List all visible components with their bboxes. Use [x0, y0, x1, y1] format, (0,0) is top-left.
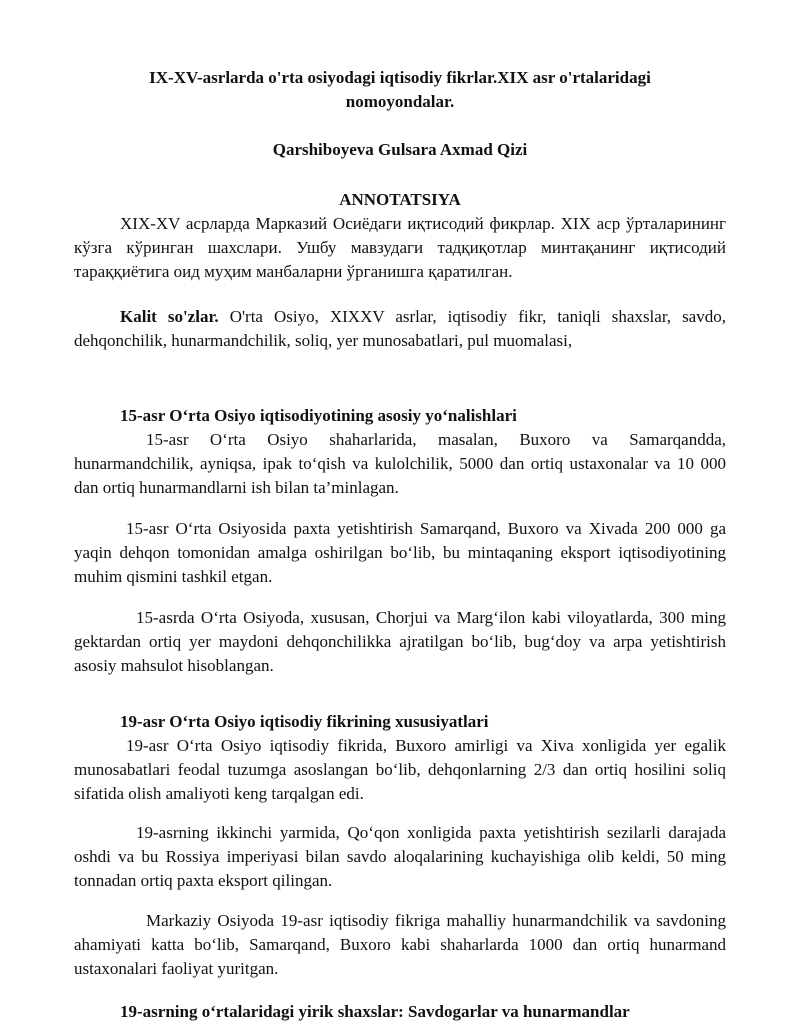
section3-heading: 19-asrning o‘rtalaridagi yirik shaxslar: Savdogarlar va hunarmandlar	[120, 1002, 630, 1021]
document-title	[74, 66, 726, 114]
title-line-2: nomoyondalar.	[345, 92, 455, 111]
annotation-heading: ANNOTATSIYA	[339, 190, 461, 209]
section2-heading: 19-asr O‘rta Osiyo iqtisodiy fikrining xususiyatlari	[120, 712, 489, 731]
section2-paragraph-1: 19-asr O‘rta Osiyo iqtisodiy fikrida, Buxoro amirligi va Xiva xonligida yer egalik munosabatlari feodal tuzumga asoslangan bo‘lib, dehqonlarning 2/3 dan ortiq hosilini soliq sifatida olish amaliyoti keng tarqalgan edi.	[74, 736, 726, 803]
keywords-label: Kalit so'zlar.	[120, 307, 219, 326]
title-line-1: IX-XV-asrlarda o'rta osiyodagi iqtisodiy fikrlar.XIX asr o'rtalaridagi	[149, 68, 651, 87]
keywords-text: O'rta Osiyo, XIXXV asrlar, iqtisodiy fikr, taniqli shaxslar, savdo, dehqonchilik, hunarmandchilik, soliq, yer munosabatlari, pul muomalasi,	[74, 307, 726, 350]
section1-paragraph-3: 15-asrda O‘rta Osiyoda, xususan, Chorjui va Marg‘ilon kabi viloyatlarda, 300 ming gektardan ortiq yer maydoni dehqonchilikka ajratilgan bo‘lib, bug‘doy va arpa yetishtirish asosiy mahsulot hisoblangan.	[74, 608, 726, 675]
annotation-text: XIX-XV асрларда Марказий Осиёдаги иқтисодий фикрлар. XIX аср ўрталарининг кўзга кўринган шахслари. Ушбу мавзудаги тадқиқотлар минтақанинг иқтисодий тараққиётига оид муҳим манбаларни ўрганишга қаратилган.	[74, 214, 726, 281]
author-name: Qarshiboyeva Gulsara Axmad Qizi	[272, 140, 528, 159]
section1-paragraph-2: 15-asr O‘rta Osiyosida paxta yetishtirish Samarqand, Buxoro va Xivada 200 000 ga yaqin dehqon tomonidan amalga oshirilgan bo‘lib, bu mintaqaning eksport iqtisodiyotining muhim qismini tashkil etgan.	[74, 519, 726, 586]
section1-paragraph-1: 15-asr O‘rta Osiyo shaharlarida, masalan, Buxoro va Samarqandda, hunarmandchilik, ayniqsa, ipak to‘qish va kulolchilik, 5000 dan ortiq ustaxonalar va 10 000 dan ortiq hunarmandlarni ish bilan ta’minlagan.	[74, 430, 726, 497]
section1-heading: 15-asr O‘rta Osiyo iqtisodiyotining asosiy yo‘nalishlari	[120, 406, 517, 425]
section2-paragraph-3: Markaziy Osiyoda 19-asr iqtisodiy fikriga mahalliy hunarmandchilik va savdoning ahamiyati katta bo‘lib, Samarqand, Buxoro kabi shaharlarda 1000 dan ortiq hunarmand ustaxonalari faoliyat yuritgan.	[74, 911, 726, 978]
section2-paragraph-2: 19-asrning ikkinchi yarmida, Qo‘qon xonligida paxta yetishtirish sezilarli darajada oshdi va bu Rossiya imperiyasi bilan savdo aloqalarining kuchayishiga olib keldi, 50 ming tonnadan ortiq paxta eksport qilingan.	[74, 823, 726, 890]
keywords-paragraph	[74, 305, 726, 353]
